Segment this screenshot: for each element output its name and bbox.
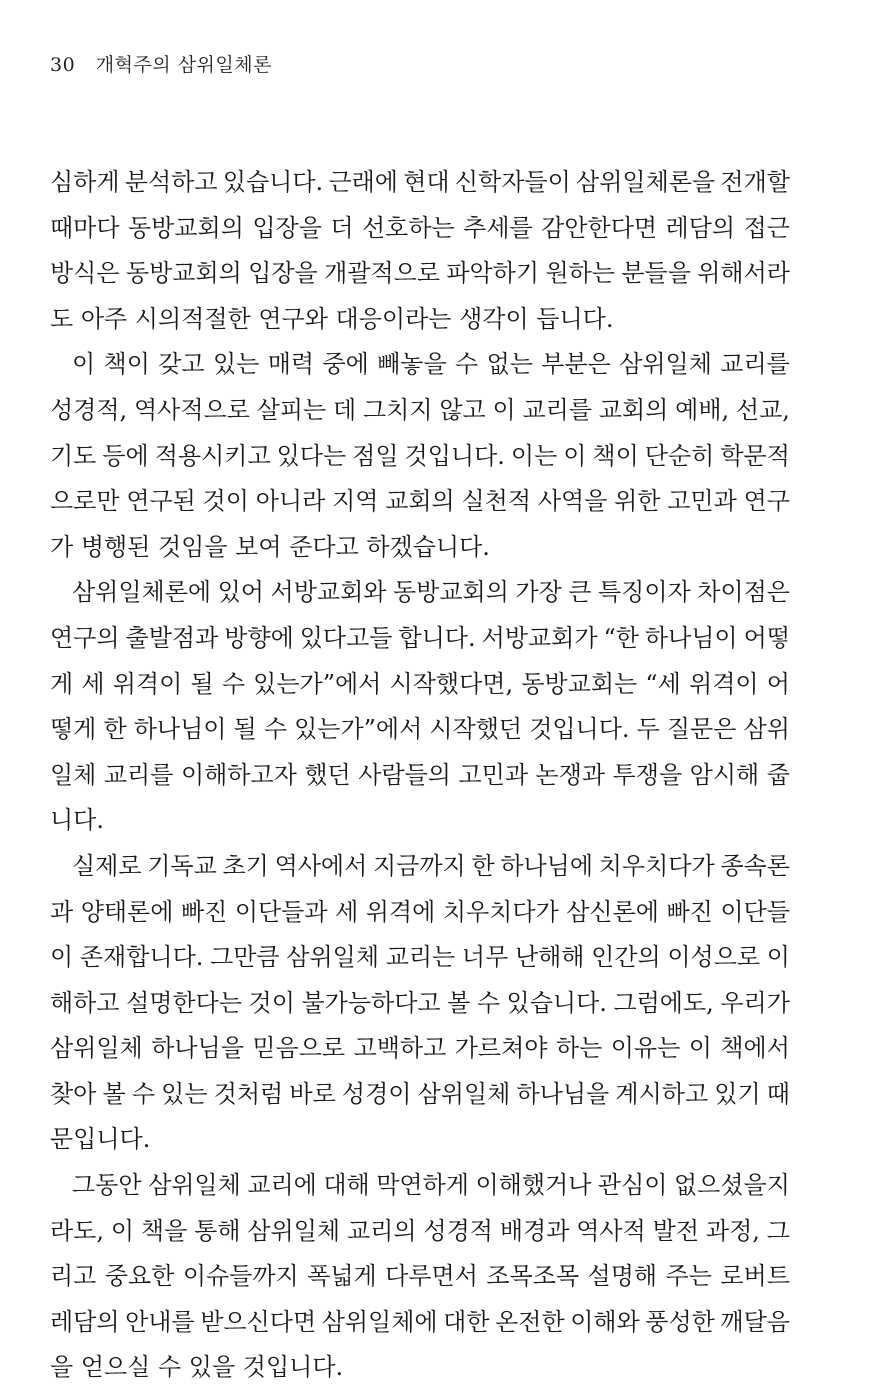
running-header [50, 50, 272, 77]
text-line: 떻게 한 하나님이 될 수 있는가”에서 시작했던 것입니다. 두 질문은 삼위 [50, 715, 790, 744]
text-line: 삼위일체 하나님을 믿음으로 고백하고 가르쳐야 하는 이유는 이 책에서 [50, 1034, 790, 1063]
text-line: 성경적, 역사적으로 살피는 데 그치지 않고 이 교리를 교회의 예배, 선교, [50, 395, 790, 424]
text-line: 니다. [50, 806, 104, 835]
text-line: 도 아주 시의적절한 연구와 대응이라는 생각이 듭니다. [50, 304, 614, 333]
text-line: 게 세 위격이 될 수 있는가”에서 시작했다면, 동방교회는 “세 위격이 어 [50, 669, 790, 698]
page-number: 30 [50, 54, 76, 76]
text-line: 을 얻으실 수 있을 것입니다. [50, 1353, 344, 1382]
text-line: 과 양태론에 빠진 이단들과 세 위격에 치우치다가 삼신론에 빠진 이단들 [50, 897, 790, 926]
text-line: 으로만 연구된 것이 아니라 지역 교회의 실천적 사역을 위한 고민과 연구 [50, 487, 790, 516]
text-line: 리고 중요한 이슈들까지 폭넓게 다루면서 조목조목 설명해 주는 로버트 [50, 1262, 790, 1291]
text-line: 심하게 분석하고 있습니다. 근래에 현대 신학자들이 삼위일체론을 전개할 [50, 168, 790, 196]
text-line: 라도, 이 책을 통해 삼위일체 교리의 성경적 배경과 역사적 발전 과정, 그 [50, 1216, 790, 1245]
text-line: 가 병행된 것임을 보여 준다고 하겠습니다. [50, 532, 490, 561]
text-line: 때마다 동방교회의 입장을 더 선호하는 추세를 감안한다면 레담의 접근 [50, 213, 790, 242]
text-line: 찾아 볼 수 있는 것처럼 바로 성경이 삼위일체 하나님을 계시하고 있기 때 [50, 1079, 790, 1108]
body-text [50, 160, 790, 1391]
text-line: 해하고 설명한다는 것이 불가능하다고 볼 수 있습니다. 그럼에도, 우리가 [50, 988, 790, 1017]
text-line: 레담의 안내를 받으신다면 삼위일체에 대한 온전한 이해와 풍성한 깨달음 [50, 1307, 790, 1336]
text-line: 삼위일체론에 있어 서방교회와 동방교회의 가장 큰 특징이자 차이점은 [72, 578, 790, 607]
text-line: 그동안 삼위일체 교리에 대해 막연하게 이해했거나 관심이 없으셨을지 [72, 1171, 790, 1200]
book-title: 개혁주의 삼위일체론 [95, 54, 272, 76]
text-line: 이 책이 갖고 있는 매력 중에 빼놓을 수 없는 부분은 삼위일체 교리를 [72, 350, 790, 379]
text-line: 문입니다. [50, 1125, 151, 1154]
text-line: 기도 등에 적용시키고 있다는 점일 것입니다. 이는 이 책이 단순히 학문적 [50, 441, 790, 470]
text-line: 실제로 기독교 초기 역사에서 지금까지 한 하나님에 치우치다가 종속론 [72, 851, 790, 880]
text-line: 일체 교리를 이해하고자 했던 사람들의 고민과 논쟁과 투쟁을 암시해 줍 [50, 760, 790, 789]
text-line: 이 존재합니다. 그만큼 삼위일체 교리는 너무 난해해 인간의 이성으로 이 [50, 943, 790, 972]
text-line: 연구의 출발점과 방향에 있다고들 합니다. 서방교회가 “한 하나님이 어떻 [50, 623, 790, 652]
text-line: 방식은 동방교회의 입장을 개괄적으로 파악하기 원하는 분들을 위해서라 [50, 259, 790, 288]
